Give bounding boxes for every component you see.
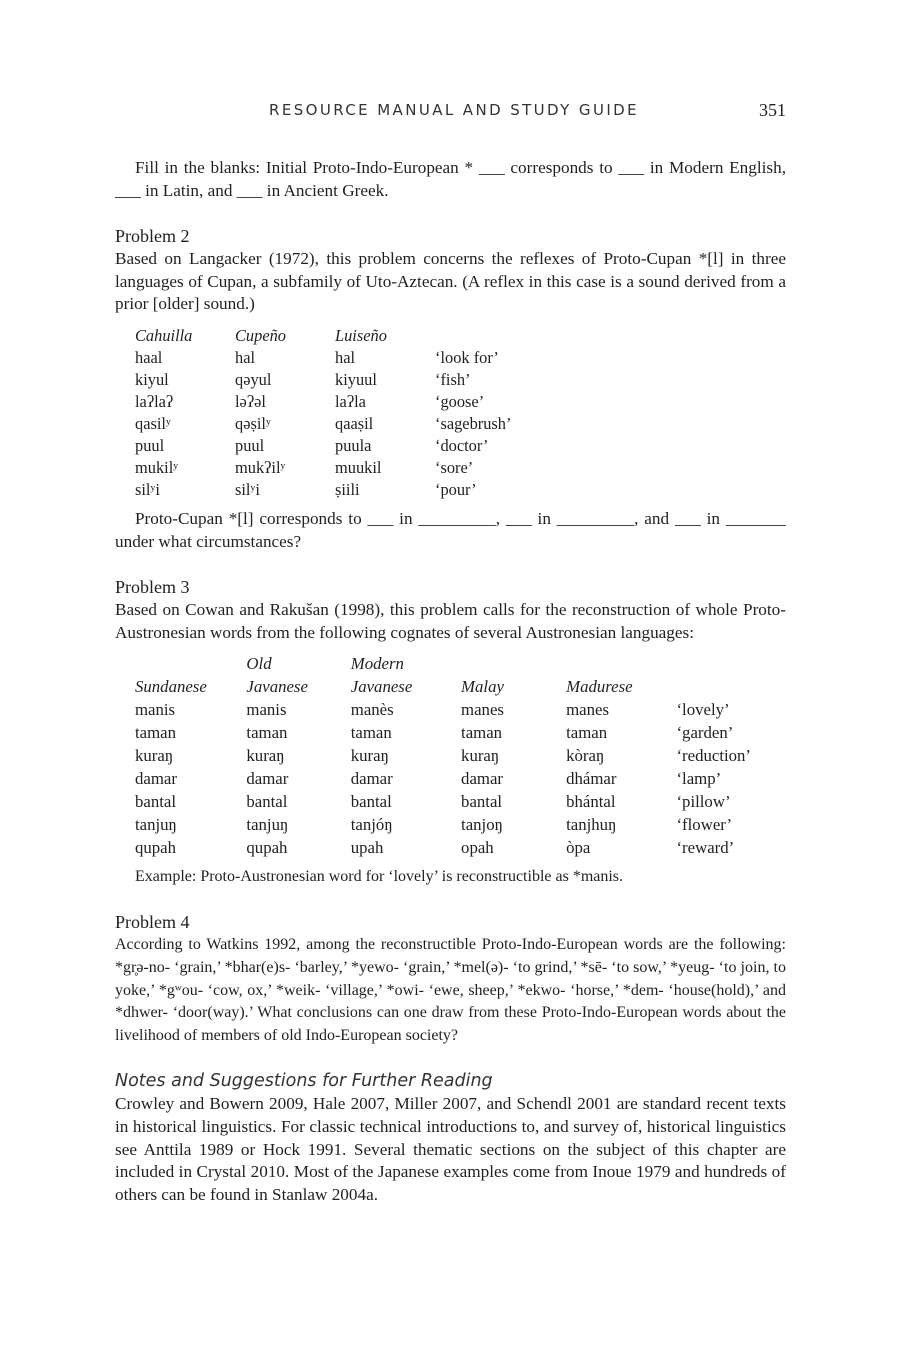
table-cell: ‘fish’	[435, 369, 471, 389]
table-cell: bhántal	[566, 792, 616, 812]
column-header: Sundanese	[135, 677, 207, 697]
table-cell: ‘look for’	[435, 347, 499, 367]
table-row	[135, 836, 786, 859]
table-cell: dhámar	[566, 769, 617, 789]
table-cell: manès	[350, 700, 394, 720]
table-cell: tanjóŋ	[350, 815, 393, 835]
table-cell: ‘lovely’	[676, 700, 730, 720]
table-cell: taman	[350, 723, 392, 743]
problem2-cognate-table	[135, 325, 555, 501]
problem4-heading: Problem 4	[115, 912, 190, 933]
column-header: Madurese	[566, 677, 633, 697]
column-header	[676, 652, 786, 675]
table-cell: ləʔəl	[235, 391, 266, 411]
table-cell: kuraŋ	[350, 746, 389, 766]
table-row	[135, 767, 786, 790]
table-cell: haal	[135, 347, 163, 367]
table-row	[135, 744, 786, 767]
table-cell: taman	[246, 723, 288, 743]
problem3-description: Based on Cowan and Rakušan (1998), this problem calls for the reconstruction of whole Proto-Austronesian words from the following cognates of several Austronesian languages:	[115, 600, 786, 642]
table-cell: qupah	[246, 838, 288, 858]
table-cell: qasilʸ	[135, 413, 171, 433]
table-cell: bantal	[135, 792, 177, 812]
table-cell: taman	[135, 723, 177, 743]
table-cell: damar	[246, 769, 289, 789]
running-title: RESOURCE MANUAL AND STUDY GUIDE	[269, 101, 639, 119]
table-cell: ‘reduction’	[676, 746, 752, 766]
column-header	[135, 652, 246, 675]
column-header: Luiseño	[335, 325, 387, 345]
table-cell: ‘garden’	[676, 723, 734, 743]
table-cell: tanjuŋ	[246, 815, 289, 835]
column-header	[676, 675, 786, 698]
table-cell: ‘sagebrush’	[435, 413, 512, 433]
table-cell: laʔla	[335, 391, 366, 411]
table-cell: damar	[461, 769, 503, 789]
table-cell: òpa	[566, 838, 591, 858]
column-header	[461, 652, 566, 675]
table-cell: kuraŋ	[461, 746, 500, 766]
table-cell: laʔlaʔ	[135, 391, 174, 411]
table-cell: hal	[235, 347, 256, 367]
table-cell: kuraŋ	[135, 746, 174, 766]
table-cell: ‘doctor’	[435, 435, 489, 455]
table-cell: mukʔilʸ	[235, 457, 286, 477]
table-cell: puul	[235, 435, 265, 455]
table-row	[135, 347, 555, 369]
column-header	[435, 325, 555, 347]
table-cell: opah	[461, 838, 494, 858]
table-cell: kiyul	[135, 369, 169, 389]
table-cell: upah	[350, 838, 384, 858]
column-header: Cupeño	[235, 325, 286, 345]
table-cell: qəṣilʸ	[235, 413, 271, 433]
table-cell: tanjoŋ	[461, 815, 503, 835]
problem2-description: Based on Langacker (1972), this problem concerns the reflexes of Proto-Cupan *[l] in three languages of Cupan, a subfamily of Uto-Aztecan. (A reflex in this case is a sound derived from a prior [older] sound.)	[115, 249, 786, 314]
column-header: Old	[246, 654, 272, 674]
table-cell: manes	[566, 700, 609, 720]
table-cell: ‘flower’	[676, 815, 733, 835]
column-header: Javanese	[246, 677, 308, 697]
table-cell: muukil	[335, 457, 382, 477]
table-cell: ‘lamp’	[676, 769, 722, 789]
table-header-row	[135, 652, 786, 675]
column-header: Cahuilla	[135, 325, 193, 345]
table-cell: tanjuŋ	[135, 815, 177, 835]
problem3-example: Example: Proto-Austronesian word for ‘lovely’ is reconstructible as *manis.	[135, 868, 624, 886]
running-head	[115, 101, 786, 123]
notes-text: Crowley and Bowern 2009, Hale 2007, Miller 2007, and Schendl 2001 are standard recent texts in historical linguistics. For classic technical introductions to, and survey of, historical linguistics see Anttila 1989 or Hock 1991. Several thematic sections on the subject of this chapter are included in Crystal 2010. Most of the Japanese examples come from Inoue 1979 and hundreds of others can be found in Stanlaw 2004a.	[115, 1094, 786, 1204]
table-cell: mukilʸ	[135, 457, 179, 477]
table-header-row	[135, 325, 555, 347]
table-cell: bantal	[350, 792, 392, 812]
table-cell: puula	[335, 435, 372, 455]
column-header: Javanese	[350, 677, 413, 697]
table-cell: hal	[335, 347, 356, 367]
table-row	[135, 721, 786, 744]
table-cell: ‘sore’	[435, 457, 474, 477]
intro-paragraph: Fill in the blanks: Initial Proto-Indo-European * ___ corresponds to ___ in Modern English, ___ in Latin, and ___ in Ancient Greek.	[115, 158, 786, 200]
table-cell: manis	[246, 700, 287, 720]
table-row	[135, 698, 786, 721]
table-cell: ‘pour’	[435, 479, 477, 499]
table-cell: qaaṣil	[335, 413, 374, 433]
table-cell: puul	[135, 435, 165, 455]
notes-heading: Notes and Suggestions for Further Reading	[115, 1071, 493, 1092]
table-row	[135, 391, 555, 413]
table-row	[135, 479, 555, 501]
table-cell: kòraŋ	[566, 746, 605, 766]
table-cell: ‘reward’	[676, 838, 735, 858]
table-row	[135, 813, 786, 836]
table-cell: bantal	[246, 792, 288, 812]
column-header	[566, 652, 676, 675]
table-cell: ‘pillow’	[676, 792, 731, 812]
table-cell: bantal	[461, 792, 503, 812]
table-cell: manes	[461, 700, 504, 720]
table-cell: manis	[135, 700, 176, 720]
table-cell: taman	[461, 723, 503, 743]
table-row	[135, 435, 555, 457]
table-cell: kuraŋ	[246, 746, 285, 766]
column-header: Malay	[461, 677, 504, 697]
problem3-cognate-table	[135, 652, 786, 859]
table-cell: qəyul	[235, 369, 272, 389]
table-row	[135, 369, 555, 391]
table-cell: damar	[350, 769, 393, 789]
table-row	[135, 790, 786, 813]
table-cell: ‘goose’	[435, 391, 485, 411]
table-row	[135, 457, 555, 479]
table-header-row	[135, 675, 786, 698]
table-cell: taman	[566, 723, 608, 743]
table-cell: kiyuul	[335, 369, 377, 389]
page-body	[115, 157, 786, 1206]
problem3-heading: Problem 3	[115, 577, 190, 598]
problem2-heading: Problem 2	[115, 226, 190, 247]
problem4-text: According to Watkins 1992, among the reconstructible Proto-Indo-European words are the following: *gr̥ə-no- ‘grain,’ *bhar(e)s- ‘barley,’ *yewo- ‘grain,’ *mel(ə)- ‘to grind,’ *sē- ‘to sow,’ *yeug- ‘to join, to yoke,’ *gʷou- ‘cow, ox,’ *weik- ‘village,’ *owi- ‘ewe, sheep,’ *ekwo- ‘horse,’ *dem- ‘house(hold),’ and *dhwer- ‘door(way).’ What conclusions can one draw from these Proto-Indo-European words about the livelihood of members of old Indo-European society?	[115, 936, 786, 1044]
column-header: Modern	[350, 654, 404, 674]
table-cell: ṣiili	[335, 479, 360, 499]
table-cell: damar	[135, 769, 177, 789]
table-cell: silʸi	[235, 479, 260, 499]
table-row	[135, 413, 555, 435]
page-number: 351	[759, 100, 786, 120]
table-cell: qupah	[135, 838, 177, 858]
table-cell: tanjhuŋ	[566, 815, 617, 835]
table-cell: silʸi	[135, 479, 160, 499]
problem2-question: Proto-Cupan *[l] corresponds to ___ in _________, ___ in _________, and ___ in _______ under what circumstances?	[115, 508, 786, 551]
